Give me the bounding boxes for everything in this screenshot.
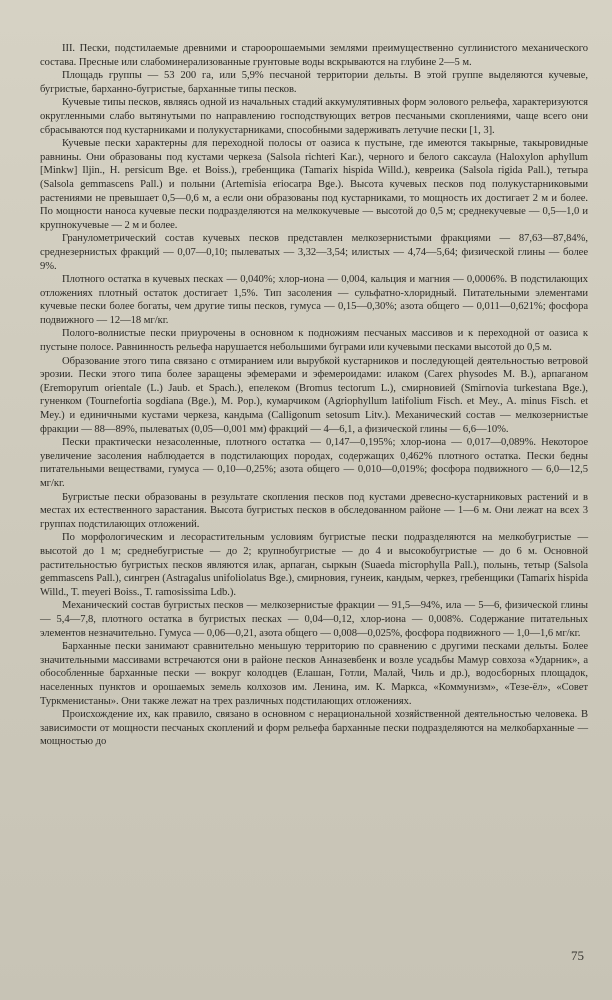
paragraph-pologovolnistye: Полого-волнистые пески приурочены в основном к подножиям песчаных массивов и к переходной от оазиса к пустыне полосе. Равнинность рельефа нарушается небольшими буграми или кучевыми песками высотой до 0,5 м. xyxy=(40,328,588,354)
paragraph-barkhannye-origin: Происхождение их, как правило, связано в основном с нерациональной хозяйственной деятельностью человека. В зависимости от мощности песчаных скоплений и форм рельефа барханные пески подразделяются на мелкобарханные — мощностью до xyxy=(40,709,588,748)
page-number: 75 xyxy=(571,948,584,963)
paragraph-bugristye: Бугристые пески образованы в результате скопления песков под кустами древесно-кустарниковых растений и в местах их естественного зарастания. Высота бугристых песков в обследованном районе — 1—6 м. Они лежат на всех 3 группах подстилающих отложений. xyxy=(40,491,588,530)
body-text xyxy=(40,42,588,749)
paragraph-kuchevye-vegetation: Кучевые пески характерны для переходной полосы от оазиса к пустыне, где имеются такырные, такыровидные равнины. Они образованы под кустами черкеза (Salsola richteri Kar.), черного и белого саксаула (Haloxylon aphyllum [Minkw] Iljin., H. persicum Bge. et Boiss.), гребенщика (Tamarix hispida Willd.), кевреика (Salsola rigida Pall.), тетыра (Salsola gemmascens Pall.) и полыни (Artemisia eriocarpa Bge.). Высота кучевых песков под полукустарниковыми растениями не превышает 0,5—0,6 м, а если они образованы под кустарниками, то мощность их достигает 2 м и более. По мощности наноса кучевые пески подразделяются на мелкокучевые — высотой до 0,5 м; среднекучевые — 0,5—1,0 и крупнокучевые — 2 м и более. xyxy=(40,138,588,231)
paragraph-bugristye-classification: По морфологическим и лесорастительным условиям бугристые пески подразделяются на мелкобугристые — высотой до 1 м; среднебугристые — до 2; крупнобугристые — до 4 и высокобугристые — до 6 м. Основной растительностью бугристых песков являются илак, арпаган, сыркын (Suaeda microphylla Pall.), полынь, тетыр (Salsola gemmascens Pall.), сингрен (Astragalus unifoliolatus Bge.), смирновия, гунеик, кандым, черкез, гребенщики (Tamarix hispida Willd., T. meyeri Boiss., T. ramosissima Ldb.). xyxy=(40,532,588,598)
paragraph-group-3-intro: III. Пески, подстилаемые древними и староорошаемыми землями преимущественно суглинистого механического состава. Пресные или слабоминерализованные грунтовые воды вскрываются на глубине 2—5 м. xyxy=(40,43,588,68)
paragraph-kuchevye-granulometry: Гранулометрический состав кучевых песков представлен мелкозернистыми фракциями — 87,63—87,84%, среднезернистых фракций — 0,07—0,10; пылеватых — 3,32—3,54; илистых — 4,74—5,64; физической глины — более 9%. xyxy=(40,233,588,272)
paragraph-pologovolnistye-salinity: Пески практически незасоленные, плотного остатка — 0,147—0,195%; хлор-иона — 0,017—0,089%. Некоторое увеличение засоления наблюдается в подстилающих породах, содержащих 0,462% плотного остатка. Пески бедны питательными веществами, гумуса — 0,10—0,25%; азота общего — 0,010—0,019%; фосфора подвижного — 6,0—12,5 мг/кг. xyxy=(40,437,588,489)
paragraph-group-area: Площадь группы — 53 200 га, или 5,9% песчаной территории дельты. В этой группе выделяются кучевые, бугристые, барханно-бугристые, барханные типы песков. xyxy=(40,70,588,95)
paragraph-bugristye-composition: Механический состав бугристых песков — мелкозернистые фракции — 91,5—94%, ила — 5—6, физической глины — 5,4—7,8, плотного остатка в бугристых песках — 0,04—0,12, хлор-иона — 0,008%. Содержание питательных элементов незначительно. Гумуса — 0,06—0,21, азота общего — 0,008—0,025%, фосфора подвижного — 1,0—1,6 мг/кг. xyxy=(40,600,588,639)
paragraph-kuchevye-types: Кучевые типы песков, являясь одной из начальных стадий аккумулятивных форм эолового рельефа, характеризуются округленными слабо вытянутыми по направлению господствующих ветров песчаными скоплениями, чаще всего они сбрасываются под кустарниками и полукустарниками, способными задерживать летучие пески [1, 3]. xyxy=(40,97,588,136)
paragraph-barkhannye: Барханные пески занимают сравнительно меньшую территорию по сравнению с другими песками дельты. Более значительными массивами встречаются они в районе песков Анназевбенк и возле усадьбы Мамур совхоза «Ударник», а обособленные барханные пески — вокруг колодцев (Елашан, Готли, Малай, Чиль и др.), водосборных площадок, населенных пунктов и орошаемых земель колхозов им. Ленина, им. К. Маркса, «Коммунизм», «Тезе-ёл», «Совет Туркменистаны». Они также лежат на трех различных подстилающих отложениях. xyxy=(40,641,588,707)
paragraph-kuchevye-salinity: Плотного остатка в кучевых песках — 0,040%; хлор-иона — 0,004, кальция и магния — 0,0006%. В подстилающих отложениях плотный остаток достигает 1,5%. Тип засоления — сульфатно-хлоридный. Питательными элементами кучевые пески более богаты, чем другие типы песков, гумуса — 0,15—0,30%; азота общего — 0,011—0,621%; фосфора подвижного — 12—18 мг/кг. xyxy=(40,274,588,326)
paragraph-pologovolnistye-origin: Образование этого типа связано с отмиранием или вырубкой кустарников и последующей деятельностью ветровой эрозии. Пески этого типа более заращены эфемерами и эфемероидами: илаком (Carex physodes M. B.), арпаганом (Eremopyrum orientale (L.) Jaub. et Spach.), епелеком (Bromus tectorum L.), смирновией (Smirnovia turkestana Bge.), гуненком (Tournefortia sogdiana (Bge.), M. Pop.), кумарчиком (Agriophyllum latifolium Fisch. et Mey., A. minus Fisch. et Mey.) и единичными кустами черкеза, кандыма (Calligonum setosum Litv.). Механический состав — мелкозернистые фракции — 88—89%, пылеватых (0,05—0,001 мм) фракций — 4—6,1, а физической глины — 6,6—10%. xyxy=(40,355,588,435)
